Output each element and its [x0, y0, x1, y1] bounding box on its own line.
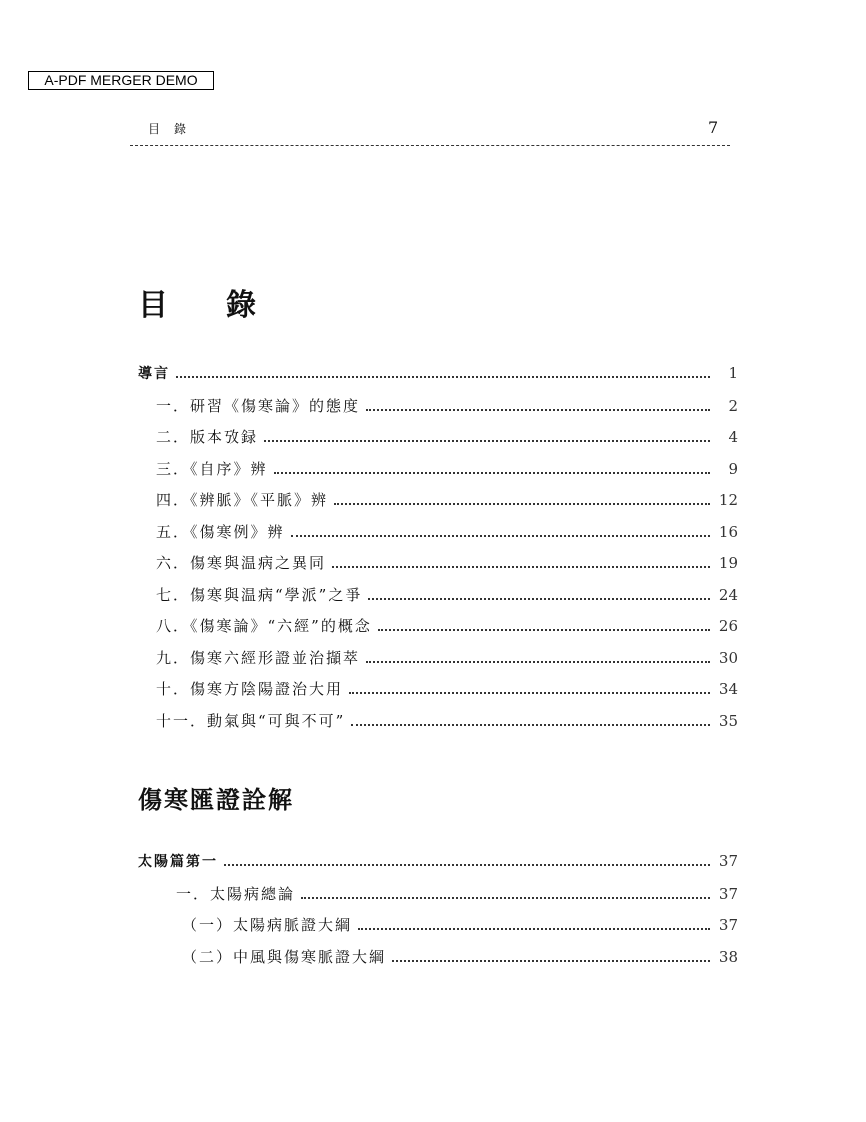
toc-entry	[138, 851, 738, 883]
toc-entry	[138, 395, 738, 427]
toc-entry-label: 三．《自序》辨	[156, 459, 268, 478]
toc-entry-page: 16	[718, 522, 738, 541]
dot-leader	[366, 661, 710, 663]
toc-entry	[138, 363, 738, 395]
dot-leader	[334, 503, 710, 505]
toc-entry	[138, 710, 738, 742]
toc-entry-label: 一．研習《傷寒論》的態度	[156, 396, 361, 415]
toc-entry	[138, 552, 738, 584]
toc-entry	[138, 946, 738, 978]
toc-entry	[138, 883, 738, 915]
toc-entry-label: 七．傷寒與温病“學派”之爭	[156, 585, 363, 604]
dot-leader	[274, 472, 710, 474]
toc-entry-page: 4	[728, 428, 738, 446]
page-title: 目錄	[138, 288, 314, 323]
dot-leader	[291, 535, 710, 537]
toc-entry	[138, 489, 738, 521]
dot-leader	[378, 629, 710, 631]
toc-entry-page: 37	[718, 916, 738, 934]
toc-entry-label: 五．《傷寒例》辨	[156, 522, 285, 541]
dot-leader	[264, 440, 710, 442]
dot-leader	[358, 928, 710, 930]
toc-entry-label: （二）中風與傷寒脈證大綱	[182, 947, 387, 966]
toc-entry	[138, 615, 738, 647]
dot-leader	[351, 724, 710, 726]
toc-entry	[138, 647, 738, 679]
toc-entry-page: 19	[718, 554, 738, 572]
toc-entry	[138, 521, 738, 553]
dot-leader	[301, 897, 710, 899]
toc-entry-label: 九．傷寒六經形證並治擷萃	[156, 648, 361, 667]
toc-entry	[138, 914, 738, 946]
toc-entry-page: 26	[718, 617, 738, 635]
toc-entry-page: 38	[718, 947, 738, 966]
toc-entry	[138, 584, 738, 616]
toc-entry-label: 四．《辨脈》《平脈》辨	[156, 491, 329, 509]
toc-entry-label: 十一．動氣與“可與不可”	[156, 711, 346, 730]
header-rule	[130, 145, 730, 146]
toc-entry-page: 37	[718, 884, 738, 903]
toc-entry	[138, 678, 738, 710]
watermark: A-PDF MERGER DEMO	[28, 71, 214, 90]
toc-entry-label: 一．太陽病總論	[176, 884, 296, 903]
page-number: 7	[708, 118, 719, 137]
toc-entry-page: 2	[728, 396, 738, 415]
dot-leader	[366, 409, 710, 411]
toc-entry-page: 24	[718, 585, 738, 604]
intro-toc	[138, 363, 738, 741]
running-head-title: 目錄	[148, 122, 201, 136]
toc-entry-label: 二．版本攷録	[156, 428, 259, 446]
toc-entry-page: 12	[718, 491, 738, 509]
toc-entry-page: 9	[728, 459, 738, 478]
dot-leader	[349, 692, 710, 694]
toc-entry-page: 30	[718, 648, 738, 667]
section-toc	[138, 851, 738, 977]
toc-entry-label: 八．《傷寒論》“六經”的概念	[156, 617, 372, 635]
section-title: 傷寒匯證詮解	[138, 785, 294, 814]
toc-entry-page: 34	[718, 680, 738, 698]
dot-leader	[368, 598, 710, 600]
dot-leader	[224, 864, 710, 866]
toc-entry-label: （一）太陽病脈證大綱	[182, 916, 353, 934]
dot-leader	[176, 376, 710, 378]
toc-entry-page: 35	[718, 711, 738, 730]
toc-entry-label: 六．傷寒與温病之異同	[156, 554, 327, 572]
toc-entry	[138, 458, 738, 490]
dot-leader	[332, 566, 710, 568]
toc-entry-page: 1	[728, 364, 738, 382]
toc-entry-label: 太陽篇第一	[138, 854, 218, 870]
toc-entry-label: 導言	[138, 366, 170, 382]
toc-entry-page: 37	[718, 852, 738, 870]
dot-leader	[392, 960, 710, 962]
toc-entry-label: 十．傷寒方陰陽證治大用	[156, 680, 344, 698]
toc-entry	[138, 426, 738, 458]
